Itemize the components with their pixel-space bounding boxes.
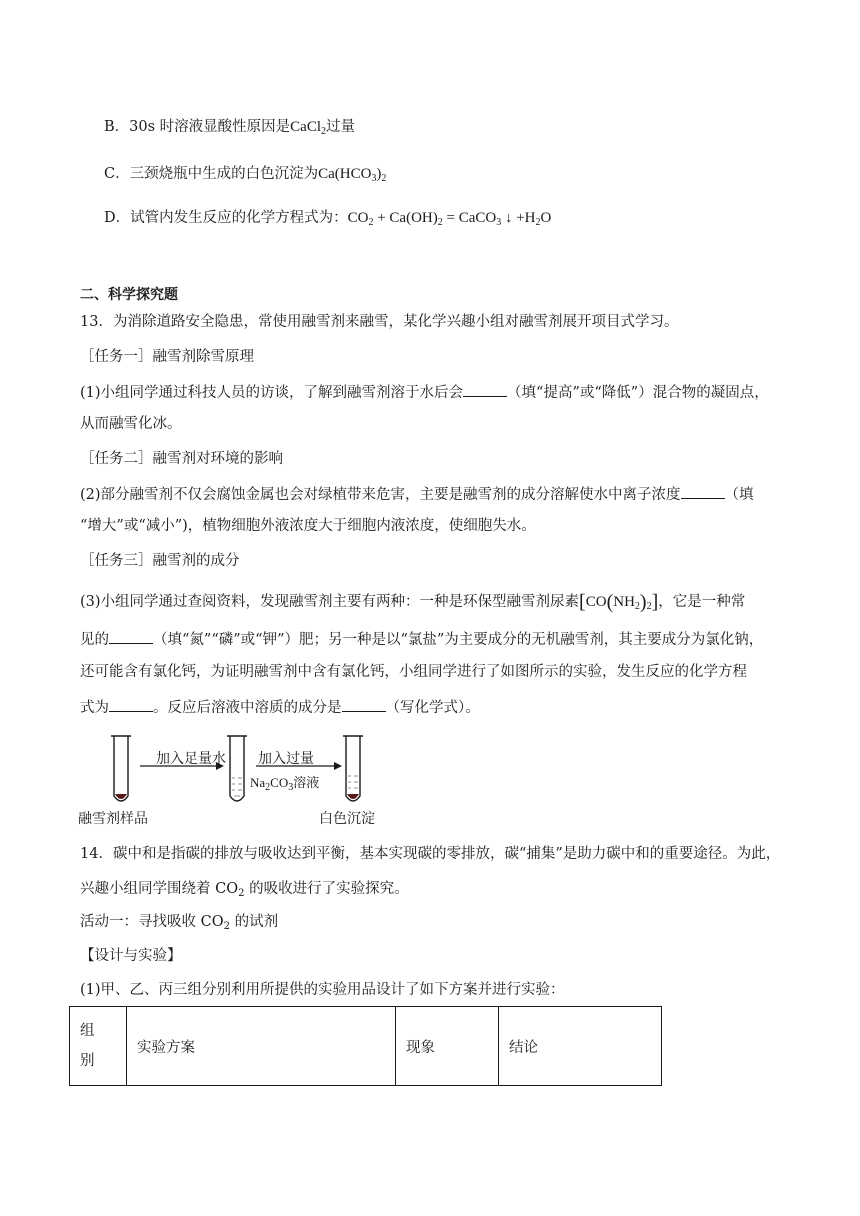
q13-part3-line1: (3)小组同学通过查阅资料，发现融雪剂主要有两种：一种是环保型融雪剂尿素$[CO(NH_2)_2]$，它是一种常 (80, 591, 746, 613)
arrow2-label: 加入过量 (258, 751, 314, 767)
option-d: D．试管内发生反应的化学方程式为：$CO_2 + Ca(OH)_2$ = CaCO$_3$ ↓ $+H_2O$ (104, 210, 552, 228)
test-tube-1 (111, 736, 131, 801)
q13-part1-line1: (1)小组同学通过科技人员的访谈，了解到融雪剂溶于水后会 （填“提高”或“降低”）混合物的凝固点， (80, 381, 769, 403)
tube3-caption: 白色沉淀 (319, 811, 375, 827)
q13-task3: ［任务三］融雪剂的成分 (80, 553, 240, 569)
answer-blank[interactable] (109, 696, 153, 712)
sample-solid (115, 794, 127, 799)
arrow1-label: 加入足量水 (156, 751, 226, 767)
q13-task1: ［任务一］融雪剂除雪原理 (80, 349, 254, 365)
arrow2-reagent: $Na_2CO_3$溶液 (250, 775, 320, 793)
header-plan: 实验方案 (127, 1007, 396, 1086)
answer-blank[interactable] (109, 628, 153, 644)
q14-intro-line1: 14．碳中和是指碳的排放与吸收达到平衡，基本实现碳的零排放，碳“捕集”是助力碳中和的重要途径。为此， (80, 846, 781, 862)
q14-part1: (1)甲、乙、丙三组分别利用所提供的实验用品设计了如下方案并进行实验： (80, 982, 565, 998)
header-conclusion: 结论 (499, 1007, 662, 1086)
answer-blank[interactable] (463, 381, 507, 397)
experiment-table (69, 1006, 662, 1086)
q13-task2: ［任务二］融雪剂对环境的影响 (80, 451, 283, 467)
q13-part3-line2: 见的 （填“氮”“磷”或“钾”）肥；另一种是以“氯盐”为主要成分的无机融雪剂，其主要成分为氯化钠， (80, 628, 763, 650)
tube1-caption: 融雪剂样品 (78, 811, 148, 827)
white-precipitate (347, 794, 359, 799)
q13-part2-line2: “增大”或“减小”)，植物细胞外液浓度大于细胞内液浓度，使细胞失水。 (80, 518, 536, 534)
header-phenomenon: 现象 (396, 1007, 499, 1086)
answer-blank[interactable] (681, 483, 725, 499)
option-b: B．30s 时溶液显酸性原因是CaCl$_2$过量 (104, 119, 355, 137)
solution-dashes (232, 778, 242, 796)
q13-part1-line2: 从而融雪化冰。 (80, 416, 182, 432)
q13-part3-line3: 还可能含有氯化钙，为证明融雪剂中含有氯化钙，小组同学进行了如图所示的实验，发生反应的化学方程 (80, 664, 747, 680)
test-tube-2 (227, 736, 247, 801)
section-title: 二、科学探究题 (80, 287, 178, 303)
q14-intro-line2: 兴趣小组同学围绕着 $CO_2$ 的吸收进行了实验探究。 (80, 881, 409, 899)
experiment-figure (78, 732, 398, 828)
q13-intro: 13．为消除道路安全隐患，常使用融雪剂来融雪，某化学兴趣小组对融雪剂展开项目式学习。 (80, 314, 679, 330)
q14-design-heading: 【设计与实验】 (80, 948, 182, 964)
q13-part2-line1: (2)部分融雪剂不仅会腐蚀金属也会对绿植带来危害，主要是融雪剂的成分溶解使水中离子浓度 （填 (80, 483, 754, 505)
header-group: 组 别 (70, 1007, 127, 1086)
q13-part3-line4: 式为 。反应后溶液中溶质的成分是 （写化学式）。 (80, 696, 480, 718)
table-header-row (70, 1007, 662, 1086)
test-tube-3 (343, 736, 363, 801)
option-c: C．三颈烧瓶中生成的白色沉淀为$Ca(HCO_3)_2$ (104, 166, 387, 184)
q14-activity1: 活动一：寻找吸收 $CO_2$ 的试剂 (80, 914, 279, 932)
answer-blank[interactable] (342, 696, 386, 712)
